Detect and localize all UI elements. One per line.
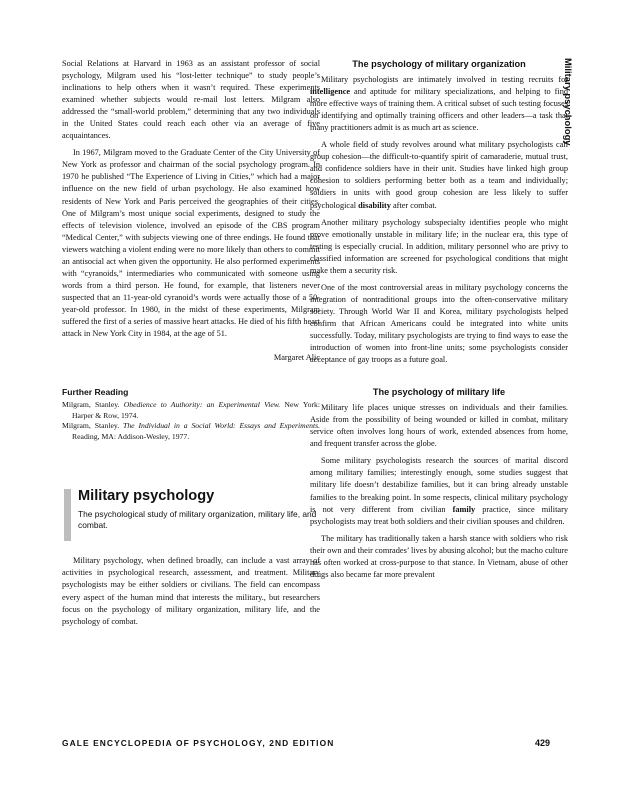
reference-item [62, 421, 320, 442]
paragraph: The military has traditionally taken a harsh stance with soldiers who risk their own and their comrades’ lives by abusing alcohol; but the macho culture has often worked at cross-purpose to that stance. In Vietnam, abuse of other drugs also became far more prevalent [310, 533, 568, 579]
right-column [310, 58, 568, 581]
text-run: after combat. [390, 200, 437, 210]
paragraph: Social Relations at Harvard in 1963 as an assistant professor of social psychology, Milgram used his “lost-letter technique” to study people’s inclinations to help others when it wasn’t required. These experiments examined whether subjects would re-mail lost letters. Milgram also addressed the “small-world problem,” determining that any two individuals in the United States could reach each other via an average of five acquaintances. [62, 59, 320, 141]
text-run: Some military psychologists research the sources of marital discord among military families; interestingly enough, some studies suggest that military life doesn’t destabilize families, but it can bring already unstable families to the breaking point. In some respects, clinical military psychology is not very different from civilian [310, 456, 568, 514]
section-heading: The psychology of military organization [352, 59, 526, 69]
reference-title: The Individual in a Social World: Essays and Experiments. [123, 421, 321, 431]
reference-title: Obedience to Authority: an Experimental View. [123, 400, 281, 410]
cross-reference-term: family [452, 504, 476, 514]
text-run: Military psychologists are intimately involved in testing recruits for [321, 75, 568, 85]
reference-publisher: Reading, MA: Addison-Wesley, 1977. [72, 431, 190, 441]
reference-item [62, 400, 320, 421]
author-signature: Margaret Alic [273, 353, 320, 363]
paragraph: Another military psychology subspecialty identifies people who might prove emotionally unstable in military life; in the nuclear era, this type of testing is especially crucial. In addition, military personnel who are privy to classified information are screened for psychological conditions that might make them a security risk. [310, 217, 568, 275]
text-run: practice, since military psychologists may treat both soldiers and their civilian spouses and children. [310, 504, 568, 526]
reference-author: Milgram, Stanley. [62, 421, 120, 431]
paragraph: Military psychology, when defined broadly, can include a vast array of activities in psychological research, assessment, and treatment. Military psychologists may be either soldiers or civilians. The field can encompass every aspect of the human mind that interests the military., but researchers focus on the psychology of military organization, military life, and the psychology of combat. [62, 556, 320, 626]
page-footer [62, 738, 550, 748]
further-reading-heading: Further Reading [62, 387, 129, 398]
left-column [62, 58, 320, 628]
paragraph: One of the most controversial areas in military psychology concerns the integration of nontraditional groups into the often-conservative military society. Through World War II and Korea, military psychologists helped confirm that African Americans could be integrated into white units successfully. Today, military psychologists are trying to find ways to ease the introduction of women into front-line units; some psychologists consider acceptance of gay troops as a future goal. [310, 282, 568, 365]
publication-title: GALE ENCYCLOPEDIA OF PSYCHOLOGY, 2ND EDITION [62, 738, 335, 748]
paragraph [310, 74, 568, 134]
text-run: and aptitude for military specializations, and helping to find more effective ways of training them. A critical subset of such testing focuses on identifying and optimally training officers and other leaders—a task that many practitioners admit is as much art as science. [310, 87, 568, 133]
page-number: 429 [534, 738, 550, 748]
entry-header [62, 487, 320, 532]
paragraph [310, 455, 568, 527]
paragraph: In 1967, Milgram moved to the Graduate Center of the City University of New York as professor and chairman of the social psychology program. In 1970 he published “The Experience of Living in Cities,” which had a major influence on the new field of urban psychology. He also examined how residents of New York and Paris perceived the geographies of their cities. One of Milgram’s most unique social experiments, designed to study the effects of television violence, involved an episode of the CBS program “Medical Center,” with subjects viewing one of three endings. He found that viewers watching a violent ending were no more likely than others to commit an antisocial act when given the opportunity. He also performed experiments with “cyranoids,” intermediaries who communicated with someone using words from a third person. He found, for example, that listeners never suspected that an 11-year-old cyranoid’s words were actually those of a 50-year-old professor. In 1980, in the midst of these experiments, Milgram suffered the first of a series of massive heart attacks. He died of his fifth heart attack in New York City in 1984, at the age of 51. [62, 148, 320, 339]
reference-author: Milgram, Stanley. [62, 400, 120, 410]
entry-marker-bar [64, 489, 71, 541]
reference-publisher: New York: Harper & Row, 1974. [72, 400, 321, 420]
paragraph: Military life places unique stresses on individuals and their families. Aside from the possibility of being wounded or killed in combat, military service often involves long hours of work, extended absences from home, and frequent transfer across the globe. [310, 403, 568, 449]
side-label-text: Military psychology [563, 58, 574, 146]
cross-reference-term: disability [358, 200, 391, 210]
section-heading: The psychology of military life [372, 387, 506, 398]
cross-reference-term: intelligence [310, 87, 351, 97]
entry-definition: The psychological study of military organization, military life, and combat. [78, 508, 317, 530]
entry-title: Military psychology [78, 487, 215, 504]
paragraph [310, 139, 568, 211]
text-run: A whole field of study revolves around what military psychologists call group cohesion—the difficult-to-quantify spirit of camaraderie, mutual trust, and confidence soldiers have in their unit. Studies have linked high group cohesion to soldiers performing better both as a team and individually; soldiers in units with good group cohesion are less likely to suffer psychological [310, 140, 568, 210]
